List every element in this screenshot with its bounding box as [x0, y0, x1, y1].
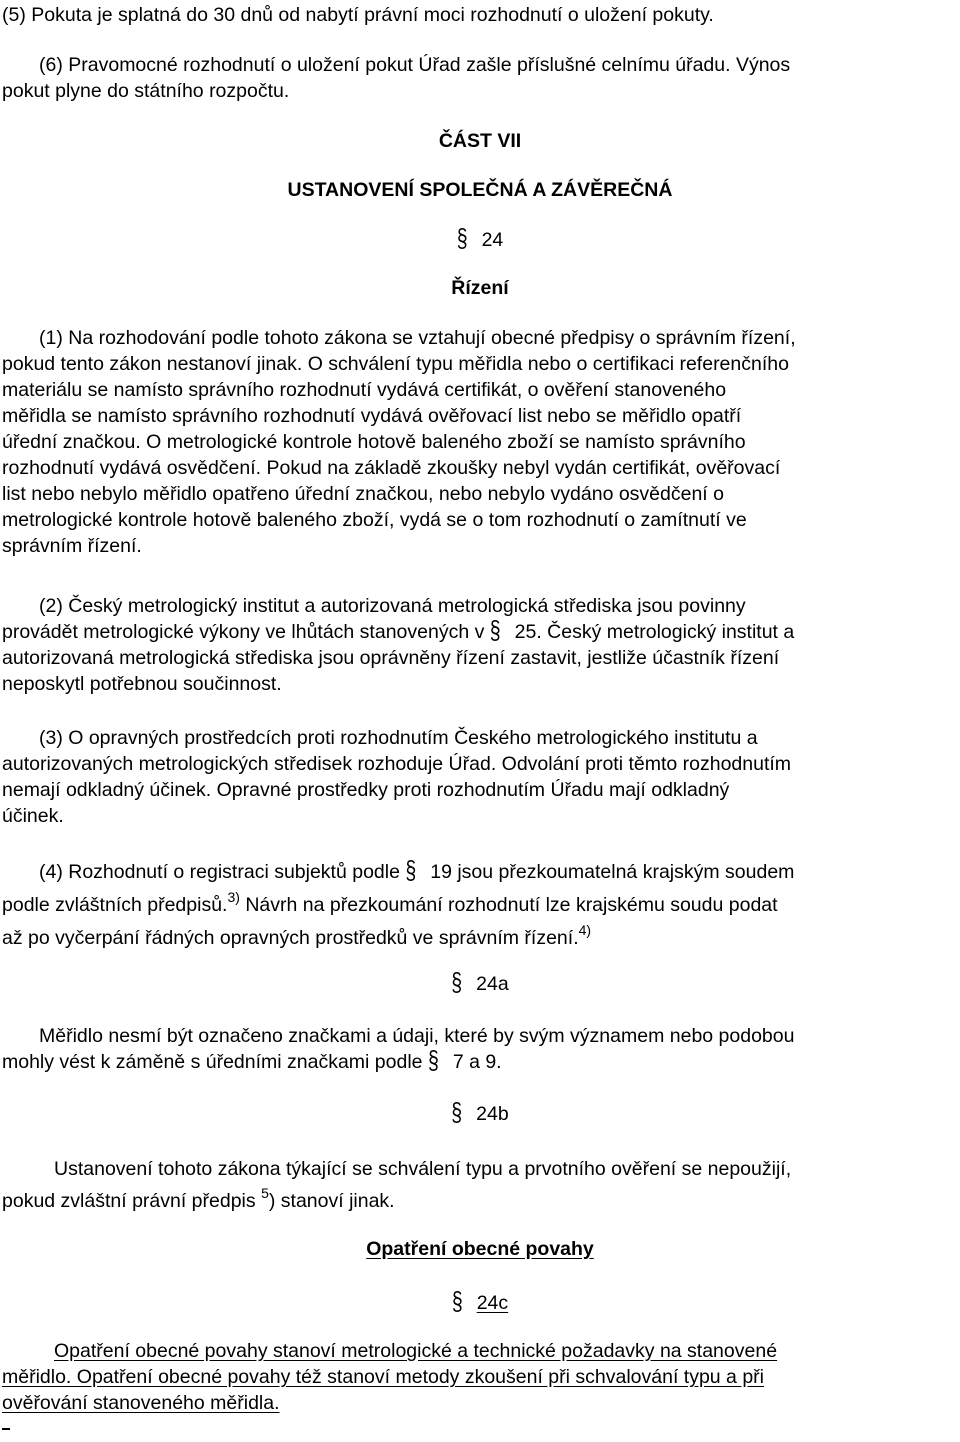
p1-line: úřední značkou. O metrologické kontrole hotově baleného zboží se namísto správního — [2, 431, 746, 453]
p4-line-text: Návrh na přezkoumání rozhodnutí lze krajskému soudu podat — [245, 894, 778, 916]
p2-line — [2, 616, 960, 646]
part-subtitle-text: USTANOVENÍ SPOLEČNÁ A ZÁVĚREČNÁ — [287, 179, 673, 201]
s24b-line-text: ) stanoví jinak. — [268, 1190, 395, 1212]
part-title-text: ČÁST VII — [438, 130, 522, 152]
p2-line: (2) Český metrologický institut a autorizovaná metrologická střediska jsou povinny — [39, 595, 746, 617]
p3-line: účinek. — [2, 805, 64, 827]
s24b-line — [2, 1185, 960, 1217]
part-subtitle — [0, 177, 960, 203]
section-24a-number — [0, 968, 960, 998]
p4-line-text: až po vyčerpání řádných opravných prostředků ve správním řízení. — [2, 927, 579, 949]
s24b-line: Ustanovení tohoto zákona týkající se schválení typu a prvotního ověření se nepoužijí, — [54, 1158, 792, 1180]
p1-line: list nebo nebylo měřidlo opatřeno úřední značkou, nebo nebylo vydáno osvědčení o — [2, 483, 724, 505]
section-symbol-icon: § — [456, 224, 468, 254]
section-24-paragraph-3 — [2, 725, 960, 829]
section-24b-paragraph — [2, 1153, 960, 1217]
section-24a-number-text: 24a — [476, 973, 509, 995]
p1-line: metrologické kontrole hotově baleného zboží, vydá se o tom rozhodnutí o zamítnutí ve — [2, 509, 747, 531]
section-24-paragraph-4 — [2, 856, 960, 955]
section-24c-paragraph — [2, 1338, 960, 1416]
p4-line — [2, 856, 960, 889]
paragraph-5 — [2, 2, 960, 28]
p4-line-text: 19 jsou přezkoumatelná krajským soudem — [430, 861, 795, 883]
section-symbol-icon: § — [451, 1098, 463, 1128]
p1-line: pokud tento zákon nestanoví jinak. O schválení typu měřidla nebo o certifikaci referenčního — [2, 353, 789, 375]
p4-line — [2, 922, 960, 955]
section-24-heading-text: Řízení — [451, 277, 509, 299]
p2-line: autorizovaná metrologická střediska jsou oprávněny řízení zastavit, jestliže účastník řízení — [2, 647, 780, 669]
s24b-line-text: pokud zvláštní právní předpis — [2, 1190, 256, 1212]
p2-line-text: Český metrologický institut a — [547, 621, 795, 643]
measure-heading-text: Opatření obecné povahy — [366, 1238, 594, 1260]
p3-line: (3) O opravných prostředcích proti rozhodnutím Českého metrologického institutu a — [39, 727, 758, 749]
p4-line-text: podle zvláštních předpisů. — [2, 894, 228, 916]
p1-line: měřidla se namísto správního rozhodnutí vydává ověřovací list nebo se měřidlo opatří — [2, 405, 742, 427]
section-24-number-text: 24 — [481, 229, 504, 251]
section-24b-number-text: 24b — [476, 1103, 509, 1125]
s24a-line: Měřidlo nesmí být označeno značkami a údaji, které by svým významem nebo podobou — [39, 1025, 795, 1047]
section-reference: 7 a 9. — [452, 1051, 502, 1073]
section-24a-paragraph — [2, 1023, 960, 1075]
section-symbol-icon: § — [451, 1287, 463, 1317]
p4-line-text: (4) Rozhodnutí o registraci subjektů podle — [39, 861, 400, 883]
footnote-ref[interactable]: 4) — [578, 921, 592, 938]
p3-line: nemají odkladný účinek. Opravné prostředky proti rozhodnutím Úřadu mají odkladný — [2, 779, 730, 801]
p4-line — [2, 889, 960, 922]
s24a-line — [2, 1046, 960, 1076]
footnote-ref[interactable]: 5 — [261, 1184, 269, 1201]
section-symbol-icon: § — [489, 616, 501, 646]
p2-line: neposkytl potřebnou součinnost. — [2, 673, 282, 695]
s24c-line: ověřování stanoveného měřidla. — [2, 1392, 280, 1414]
footnote-ref[interactable]: 3) — [227, 888, 240, 905]
part-title — [0, 128, 960, 154]
s24c-line: měřidlo. Opatření obecné povahy též stanoví metody zkoušení při schvalování typu a při — [2, 1366, 764, 1388]
paragraph-6-line-1: (6) Pravomocné rozhodnutí o uložení pokut Úřad zašle příslušné celnímu úřadu. Výnos — [39, 54, 791, 76]
p1-line: materiálu se namísto správního rozhodnutí vydává certifikát, o ověření stanoveného — [2, 379, 727, 401]
paragraph-6-line-2: pokut plyne do státního rozpočtu. — [2, 80, 290, 102]
p3-line: autorizovaných metrologických středisek rozhoduje Úřad. Odvolání proti těmto rozhodnutím — [2, 753, 792, 775]
p1-line: (1) Na rozhodování podle tohoto zákona se vztahují obecné předpisy o správním řízení, — [39, 327, 796, 349]
section-reference: 25. — [514, 621, 542, 643]
p2-line-text: provádět metrologické výkony ve lhůtách stanovených v — [2, 621, 485, 643]
section-24-heading — [0, 275, 960, 301]
p1-line: rozhodnutí vydává osvědčení. Pokud na základě zkoušky nebyl vydán certifikát, ověřovací — [2, 457, 781, 479]
section-24b-number — [0, 1098, 960, 1128]
s24a-line-text: mohly vést k záměně s úředními značkami podle — [2, 1051, 423, 1073]
paragraph-5-text: (5) Pokuta je splatná do 30 dnů od nabytí právní moci rozhodnutí o uložení pokuty. — [2, 4, 714, 26]
p1-line: správním řízení. — [2, 535, 142, 557]
s24c-line: Opatření obecné povahy stanoví metrologické a technické požadavky na stanovené — [54, 1340, 778, 1362]
section-symbol-icon: § — [451, 968, 463, 998]
section-24-number — [0, 224, 960, 254]
section-symbol-icon: § — [405, 855, 417, 886]
section-24c-number — [0, 1287, 960, 1317]
paragraph-6 — [2, 52, 960, 104]
section-symbol-icon: § — [427, 1046, 439, 1076]
section-24-paragraph-1 — [2, 325, 960, 559]
section-24c-number-text: 24c — [476, 1292, 509, 1314]
section-24-paragraph-2 — [2, 593, 960, 697]
measure-heading — [0, 1236, 960, 1262]
page-end-dash — [2, 1428, 10, 1430]
